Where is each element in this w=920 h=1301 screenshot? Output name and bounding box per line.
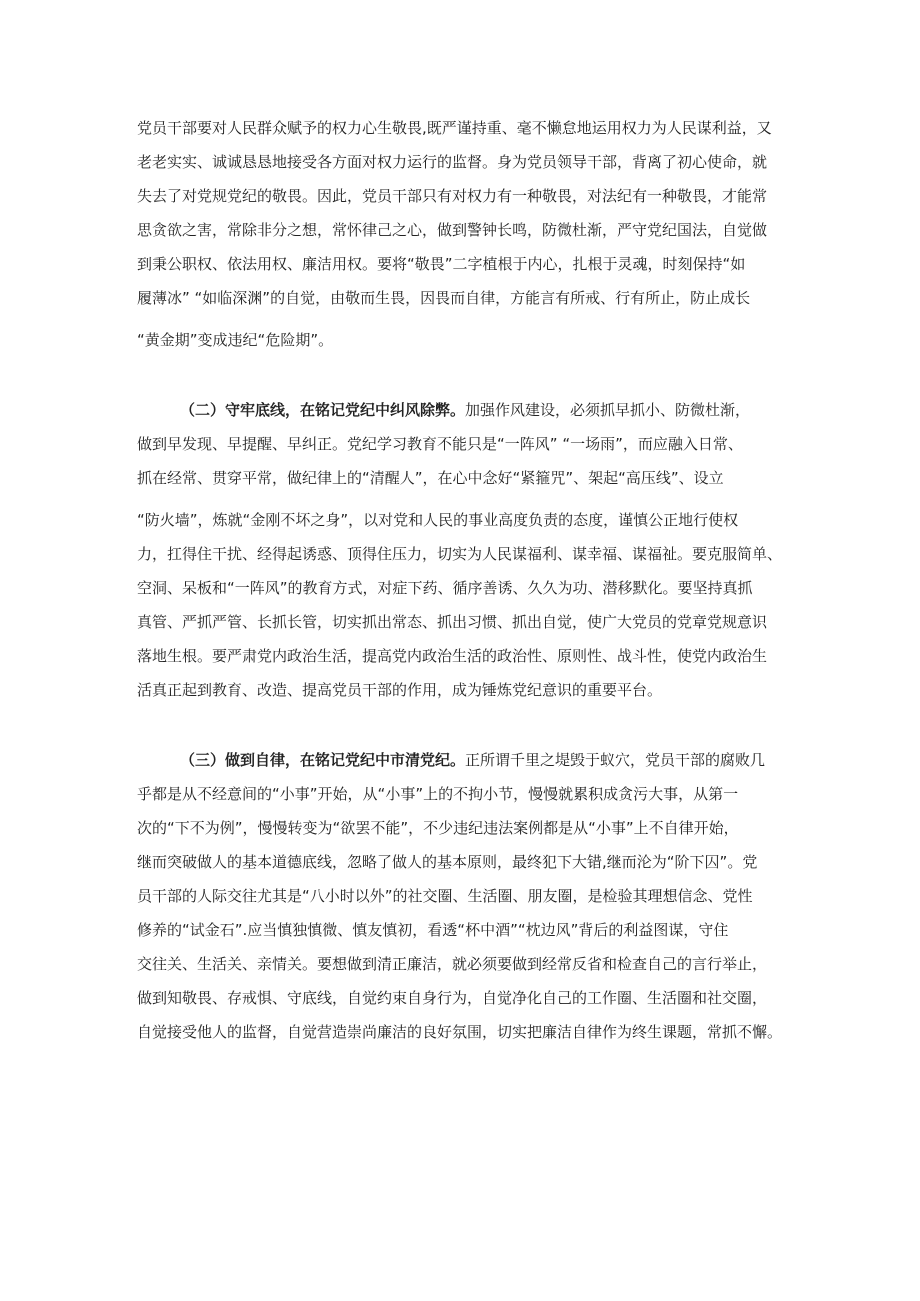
paragraph-2-line-9: 活真正起到教育、改造、提高党员干部的作用，成为锤炼党纪意识的重要平台。 (137, 681, 663, 699)
paragraph-2-line-6: 空洞、呆板和“一阵风”的教育方式，对症下药、循序善诱、久久为功、潜移默化。要坚持真抓 (137, 579, 753, 597)
paragraph-2-line-5: 力，扛得住干扰、经得起诱惑、顶得住压力，切实为人民谋福利、谋幸福、谋福祉。要克服简单、 (137, 545, 783, 563)
paragraph-1-line-2: 老老实实、诚诚恳恳地接受各方面对权力运行的监督。身为党员领导干部，背离了初心使命，就 (137, 153, 768, 171)
paragraph-3-line-9: 自觉接受他人的监督，自觉营造崇尚廉洁的良好氛围，切实把廉洁自律作为终生课题，常抓不懈。 (137, 1023, 783, 1041)
section-2-heading: （二）守牢底线，在铭记党纪中纠风除弊。 (180, 401, 466, 419)
paragraph-3-line-6: 修养的“试金石”.应当慎独慎微、慎友慎初，看透“杯中酒”“枕边风”背后的利益图谋，守住 (137, 921, 729, 939)
paragraph-1-line-4: 思贪欲之害，常除非分之想，常怀律己之心，做到警钟长鸣，防微杜渐，严守党纪国法，自觉做 (137, 221, 768, 239)
paragraph-3-line-5: 员干部的人际交往尤其是“八小时以外”的社交圈、生活圈、朋友圈，是检验其理想信念、党性 (137, 887, 753, 905)
paragraph-2-line-8: 落地生根。要严肃党内政治生活，提高党内政治生活的政治性、原则性、战斗性，使党内政治生 (137, 647, 768, 665)
paragraph-1-line-7: “黄金期”变成违纪“危险期”。 (137, 331, 334, 349)
paragraph-3-line-3: 次的“下不为例”，慢慢转变为“欲罢不能”，不少违纪违法案例都是从“小事”上不自律开始， (137, 819, 739, 837)
paragraph-3-first-line (180, 750, 797, 770)
paragraph-3-first-line-text: 正所谓千里之堤毁于蚁穴，党员干部的腐败几 (465, 751, 766, 769)
paragraph-2-line-3: 抓在经常、贯穿平常，做纪律上的“清醒人”，在心中念好“紧箍咒”、架起“高压线”、设立 (137, 469, 724, 487)
paragraph-2-line-7: 真管、严抓严管、长抓长管，切实抓出常态、抓出习惯、抓出自觉，使广大党员的党章党规意识 (137, 613, 768, 631)
paragraph-3-line-2: 乎都是从不经意间的“小事”开始，从“小事”上的不拘小节，慢慢就累积成贪污大事，从第一 (137, 785, 739, 803)
paragraph-1-line-5: 到秉公职权、依法用权、廉洁用权。要将“敬畏”二字植根于内心，扎根于灵魂，时刻保持“如 (137, 255, 746, 273)
paragraph-2-line-4: “防火墙”，炼就“金刚不坏之身”，以对党和人民的事业高度负责的态度，谨慎公正地行使权 (137, 511, 739, 529)
paragraph-1-line-3: 失去了对党规党纪的敬畏。因此，党员干部只有对权力有一种敬畏，对法纪有一种敬畏，才能常 (137, 187, 768, 205)
paragraph-3-line-7: 交往关、生活关、亲情关。要想做到清正廉洁，就必须要做到经常反省和检查自己的言行举止， (137, 955, 768, 973)
paragraph-1-line-6: 履薄冰” “如临深渊”的自觉，由敬而生畏，因畏而自律，方能言有所戒、行有所止，防止成长 (137, 289, 751, 307)
paragraph-3-line-8: 做到知敬畏、存戒惧、守底线，自觉约束自身行为，自觉净化自己的工作圈、生活圈和社交圈， (137, 989, 768, 1007)
section-3-heading: （三）做到自律，在铭记党纪中市清党纪。 (180, 751, 466, 769)
paragraph-1-line-1: 党员干部要对人民群众赋予的权力心生敬畏,既严谨持重、毫不懒怠地运用权力为人民谋利益，又 (137, 119, 772, 137)
paragraph-2-line-2: 做到早发现、早提醒、早纠正。党纪学习教育不能只是“一阵风” “一场雨”，而应融入日常、 (137, 435, 743, 453)
paragraph-2-first-line (180, 400, 797, 420)
paragraph-2-first-line-text: 加强作风建设，必须抓早抓小、防微杜渐， (465, 401, 751, 419)
paragraph-3-line-4: 继而突破做人的基本道德底线，忽略了做人的基本原则，最终犯下大错,继而沦为“阶下囚”。党 (137, 853, 758, 871)
